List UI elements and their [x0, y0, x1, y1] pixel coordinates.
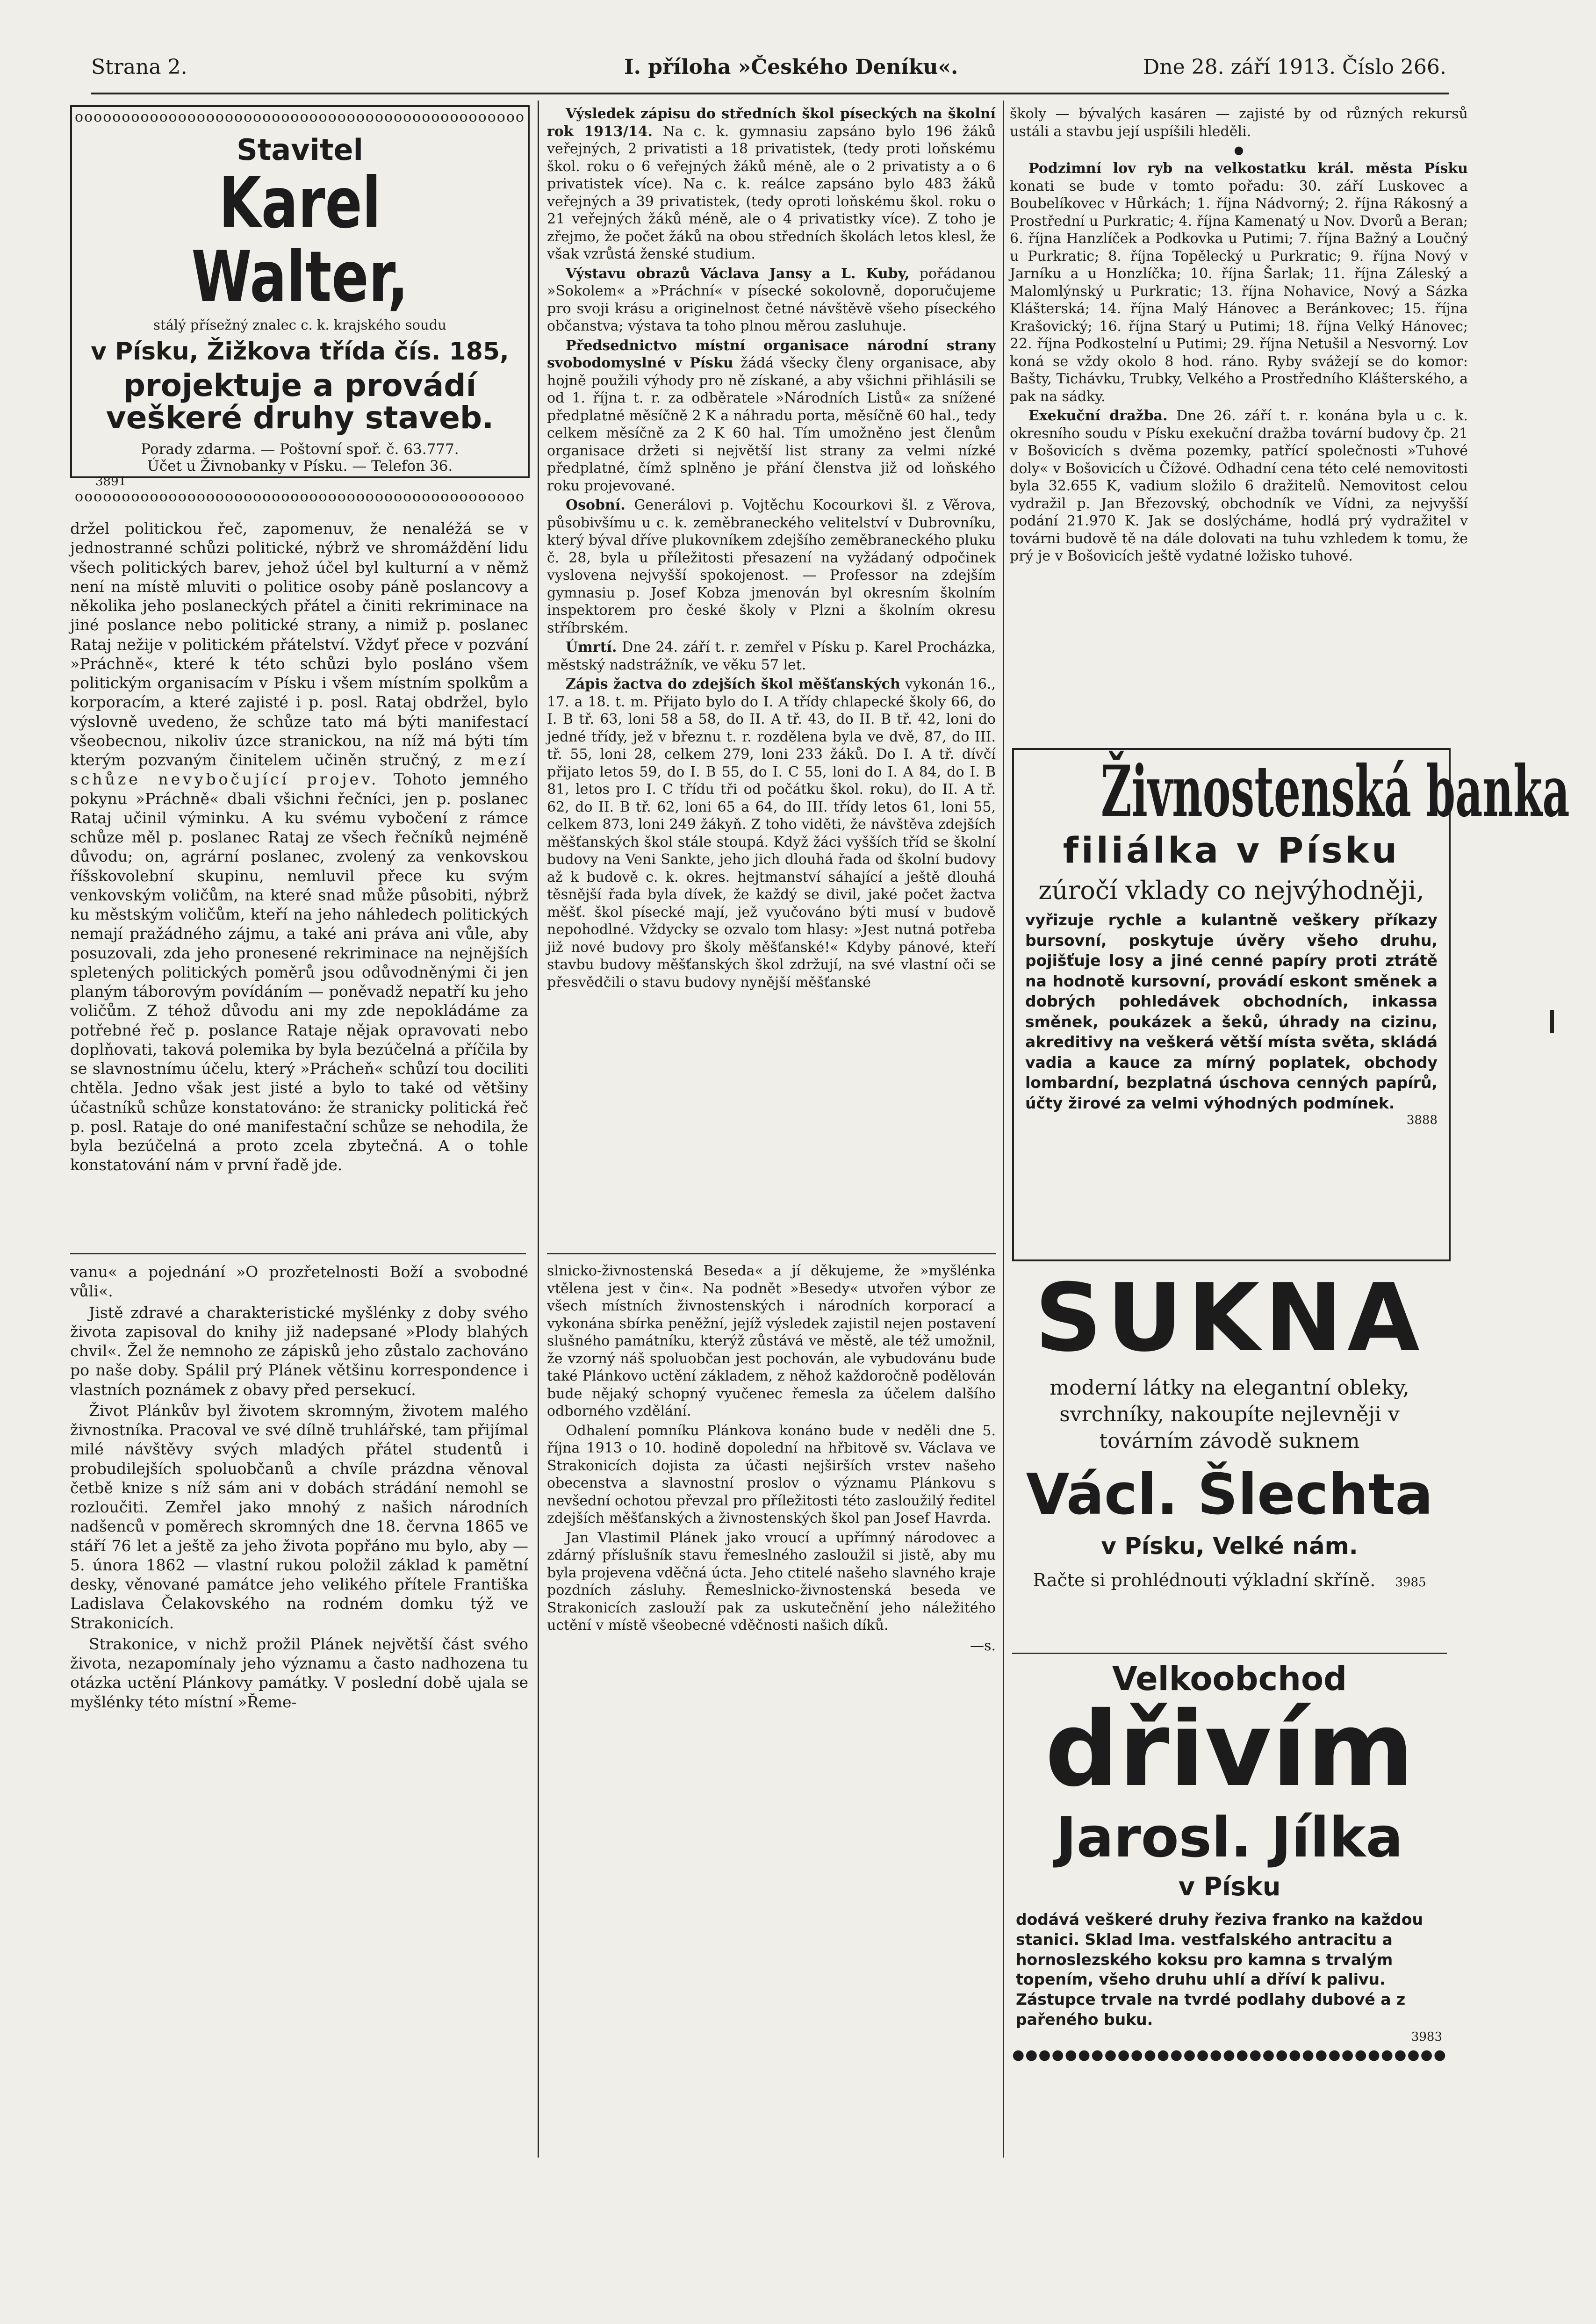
- column-1-rule: [70, 1253, 526, 1254]
- page-header: [91, 55, 1449, 88]
- ad-sukna: [1012, 1264, 1447, 1655]
- news-heading-lov-ryb: Podzimní lov ryb na velkostatku král. města Písku: [1028, 160, 1468, 177]
- planek-text-5: slnicko-živnostenská Beseda« a jí děkujeme, že »myšlénka vtělena jest v čin«. Na podnět »Besedy« utvořen výbor ze všech místních živnostenských i národních korporací a vykonána sbírka peněžní, jejíž výsledek zajistil nejen postavení slušného památníku, kterýž zůstává ve městě, ale též umožnil, že vzorný náš spoluobčan jest pochován, ale vybudovánu bude také Plánkovo uctění základem, z něhož každoročně podělován bude nějaký schopný vyučenec řemesla za účelem dalšího odborného vzdělání.: [547, 1263, 996, 1419]
- article-text-spaced: z mezí schůze nevybočující projev.: [70, 751, 528, 789]
- news-heading-zapis-mestanske: Zápis žactva do zdejších škol měšťanských: [566, 676, 900, 692]
- ad-zivnostenska-banka: [1012, 748, 1570, 1261]
- news-heading-umrti: Úmrtí.: [566, 639, 617, 655]
- ad-walter-slogan-2: veškeré druhy staveb.: [106, 400, 494, 436]
- news-text-vystava: pořádanou »Sokolem« a »Práchní« v písecké sokolovně, doporučujeme pro svoji krásu a originelnost četné návštěvě všeho píseckého občanstva; výstava ta toho plnou měrou zasluhuje.: [547, 265, 996, 334]
- issue-date: Dne 28. září 1913. Číslo 266.: [1143, 55, 1446, 79]
- ad-bank-branch: filiálka v Písku: [1063, 829, 1400, 871]
- supplement-title: I. příloha »Českého Deníku«.: [624, 55, 958, 79]
- news-heading-vystava: Výstavu obrazů Václava Jansy a L. Kuby,: [566, 265, 910, 282]
- ornament-balls: ●●●●●●●●●●●●●●●●●●●●●●●●●●●●●●●●●: [1012, 2047, 1447, 2064]
- ad-walter-address: v Písku, Žižkova třída čís. 185,: [91, 338, 509, 366]
- margin-mark: [1550, 1010, 1554, 1033]
- ad-walter-title: stálý přísežný znalec c. k. krajského soudu: [153, 317, 446, 333]
- ad-drivi-body: dodává veškeré druhy řeziva franko na každou stanici. Sklad lma. vestfalského antracitu a hornoslezského koksu pro kamna s trvalým topením, všeho druhu uhlí a dříví k palivu. Zástupce trvale na tvrdé podlahy dubové a z pařeného buku.: [1016, 1910, 1423, 2029]
- ad-sukna-title: SUKNA: [1035, 1264, 1424, 1373]
- ad-drivi-jilek: [1012, 1660, 1447, 2165]
- news-text-organisace: žádá všecky členy organisace, aby hojně použili výhody pro ně získané, a aby všichni přihlásili se od 1. října t. r. za odběratele »Národních Listů« za snížené předplatné měsíčně 2 K a náhradu porta, měsíčně 60 hal., tedy celkem měsíčně za 2 K 60 hal. Tím umožněno jest členům organisace držeti si největší list strany za velmi nízké předplatné, čímž splněno je přání členstva již od loňského roku projevované.: [547, 355, 996, 494]
- ornament-border-bottom: oooooooooooooooooooooooooooooooooooooooooooooooo: [75, 488, 525, 505]
- ad-drivi-number: 3983: [1411, 2030, 1442, 2044]
- ad-sukna-invite: Račte si prohlédnouti výkladní skříně.: [1033, 1569, 1376, 1590]
- column-1-upper: [70, 519, 528, 1177]
- news-heading-drazba: Exekuční dražba.: [1028, 408, 1168, 424]
- ad-bank-slogan: zúročí vklady co nejvýhodněji,: [1038, 876, 1424, 905]
- ad-walter-info-2: Účet u Živnobanky v Písku. — Telefon 36.: [147, 457, 453, 475]
- ornament-border-top: oooooooooooooooooooooooooooooooooooooooooooooooo: [75, 109, 525, 125]
- column-divider-1: [538, 101, 539, 2158]
- column-2-rule: [547, 1253, 996, 1254]
- news-heading-osobni: Osobní.: [566, 497, 625, 513]
- ad-drivi-title: dřivím: [1045, 1690, 1414, 1809]
- planek-text-6: Odhalení pomníku Plánkova konáno bude v neděli dne 5. října 1913 o 10. hodině dopolední na hřbitově sv. Václava ve Strakonicích dojista za účasti nejširších vrstev našeho obecenstva a slavnostní proslov o významu Plánkovu s nevšední ochotou převzal pro příležitosti této zasloužilý ředitel zdejších měšťanských a živnostenských škol pan Josef Havrda.: [547, 1422, 996, 1526]
- bullet-separator: ●: [1234, 144, 1244, 157]
- ad-bank-body: vyřizuje rychle a kulantně veškery příkazy bursovní, poskytuje úvěry všeho druhu, pojišťuje losy a jiné cenné papíry proti ztrátě na hodnotě kursovní, provádí eskont směnek a dobrých pohledávek obchodních, inkassa směnek, poukázek a šeků, úhrady na cizinu, akreditivy na veškerá větší místa světa, skládá vadia a kauce za mírný poplatek, obchody lombardní, bezplatná úschova cenných papírů, účty žirové za velmi výhodných podmínek.: [1025, 911, 1438, 1112]
- ad-sukna-address: v Písku, Velké nám.: [1101, 1532, 1358, 1560]
- ad-walter-heading: Stavitel: [237, 133, 363, 167]
- news-text-skoly: školy — bývalých kasáren — zajisté by od různých rekursů ustáli a stavbu její uspíšili hleděli.: [1010, 106, 1468, 140]
- news-text-umrti: Dne 24. září t. r. zemřel v Písku p. Karel Procházka, městský nadstrážník, ve věku 57 let.: [547, 639, 996, 673]
- news-text-osobni: Generálovi p. Vojtěchu Kocourkovi šl. z Věrova, působivšímu u c. k. zeměbraneckého velitelství v Dubrovníku, který býval dříve plukovníkem zdejšího zeměbraneckého pluku č. 28, byla u příležitosti přesazení na vyžádaný odpočinek vyslovena nejvyšší spokojenost. — Professor na zdejším gymnasiu p. Josef Kobza jmenován byl okresním školním inspektorem pro české školy v Plzni a školním okresu stříbrském.: [547, 497, 996, 636]
- column-2-lower: [547, 1262, 996, 1655]
- article-text-2: Tohoto jemného pokynu »Práchně« dbali všichni řečníci, jen p. poslanec Rataj učinil výminku. A ku svému vybočení z rámce schůze měl p. poslanec Rataj ze všech řečníků nejméně důvodu; on, agrární poslanec, zvolený za venkovskou říšskovolební skupinu, nemluvil přece ku svým venkovským voličům, na které snad může působiti, nýbrž ku městským voličům, kteří na jeho náhledech politických nemají pražádného zájmu, a také ani práva ani vůle, aby posuzovali, zda jeho pronesené rekriminace na nejnějších spletených politických poměrů jsou odůvodněnými či jen planým táborovým povídáním — poněvadž nepatří ku jeho voličům. Z téhož důvodu ani my zde nepokládáme za potřebné řeč p. poslance Rataje nějak opravovati nebo doplňovati, taková polemika by byla bezúčelná a příčila by se slavnostnímu účelu, který »Prácheň« schůzí tou dociliti chtěla. Jedno však jest jisté a bylo to také od většiny účastníků schůze konstatováno: že stranicky politická řeč p. posl. Rataje do oné manifestační schůze se nehodila, že byla bezúčelná a proto zcela zbytečná. A o tohle konstatování nám v první řadě jde.: [70, 770, 529, 1174]
- ad-drivi-name: Jarosl. Jílka: [1056, 1805, 1403, 1870]
- news-text-zapis-mestanske: vykonán 16., 17. a 18. t. m. Přijato bylo do I. A třídy chlapecké školy 66, do I. B tř. 63, loni 58 a 58, do II. A tř. 43, do II. B tř. 42, loni do jedné třídy, jež v březnu t. r. rozdělena byla ve dvě, 87, do III. tř. 55, loni 28, celkem 279, loni 233 žáků. Do I. A tř. dívčí přijato letos 59, do I. B 55, do I. C 55, loni do I. A 84, do I. B 81, letos pro I. C třídu tři od počátku škol. roku), do II. A tř. 62, do II. B tř. 62, loni 65 a 64, do III. třídy letos 61, loni 55, celkem 873, loni 249 žákyň. Z toho viděti, že návštěva zdejších měšťanských škol stále stoupá. Když žáci vyšších tříd se školní budovy na Veni Sankte, jeho jich dlouhá řada od školní budovy až k budově c. k. okres. hejtmanství sáhající a ještě dlouhá těsnější řada byla dívek, že každý se divil, jaké počet žactva měšť. škol písecké mají, jež vyučováno býti musí v budově nepohodlné. Vždycky se ozvalo tom hlasy: »Jest nutná potřeba již nové budovy pro školy měšťanské!« Kdyby pánové, kteří stavbu budovy měšťanských škol zdržují, na své vlastní oči se přesvědčili o stavu budovy nynější měšťanské: [547, 676, 996, 991]
- column-divider-2: [1003, 101, 1004, 2158]
- planek-text-3: Život Plánkův byl životem skromným, životem malého živnostníka. Pracoval ve své dílně truhlářské, tam přijímal milé návštěvy svých mladých přátel studentů i probudilejších spoluobčanů a chvíle prázdna věnoval četbě knize s níž sám ani v dobách strádání nemohl se rozloučiti. Zemřel jako mnohý z našich národních nadšenců v poměrech skromných dne 18. června 1865 ve stáří 76 let a ještě za jeho života popřáno mu bylo, aby — 5. února 1862 — vlastní rukou položil základ k pamětní desky, věnované památce jeho velikého přítele Františka Ladislava Čelakovského na rodném domku týž ve Strakonicích.: [70, 1401, 528, 1632]
- ad-karel-walter: [70, 105, 530, 505]
- column-1-lower: [70, 1262, 528, 1713]
- ad-walter-name: Karel Walter,: [191, 163, 409, 318]
- sukna-rule: [1012, 1653, 1447, 1654]
- ad-walter-slogan-1: projektuje a provádí: [123, 367, 477, 403]
- ad-sukna-footer: [1012, 1570, 1447, 1590]
- article-continuation: [70, 519, 528, 1175]
- ad-walter-number: 3891: [95, 474, 127, 489]
- news-heading-zapis: Výsledek zápisu do středních škol píseckých na školní rok 1913/14.: [547, 106, 996, 140]
- ad-walter-info-1: Porady zdarma. — Poštovní spoř. č. 63.777.: [141, 440, 459, 458]
- planek-text-4: Strakonice, v nichž prožil Plánek největší část svého života, nezapomínaly jeho významu a často nadhozena tu otázka uctění Plánkovy památky. V poslední době ujala se myšlénky této místní »Řeme-: [70, 1634, 528, 1711]
- planek-text-2: Jistě zdravé a charakteristické myšlénky z doby svého života zapisoval do knihy již nadepsané »Plody blahých chvil«. Žel že nemnoho ze zápisků jeho zůstalo zachováno po naše doby. Spálil prý Plánek většinu korrespondence i vlastních poznámek z obavy před persekucí.: [70, 1303, 528, 1399]
- ad-bank-number: 3888: [1406, 1113, 1438, 1128]
- ad-drivi-heading: Velkoobchod: [1112, 1660, 1347, 1698]
- ad-sukna-text: moderní látky na elegantní obleky, svrchníky, nakoupíte nejlevněji v továrním závodě suknem: [1050, 1376, 1409, 1453]
- news-heading-organisace: Předsednictvo místní organisace národní strany svobodomyslné v Písku: [547, 337, 996, 371]
- column-2-upper: [547, 105, 996, 993]
- ad-sukna-name: Václ. Šlechta: [1026, 1462, 1433, 1527]
- planek-text-7: Jan Vlastimil Plánek jako vroucí a upřímný národovec a zdárný příslušník stavu řemeslného zasloužil si jistě, aby mu byla projevena vděčná úcta. Jeho ctitelé našeho slavného kraje pozdních zásluhy. Řemeslnicko-živnostenská beseda ve Strakonicích zaslouží pak za uskutečnění jeho náležitého uctění v místě všeobecné vděčnosti našich díků.: [547, 1529, 996, 1633]
- ad-sukna-number: 3985: [1395, 1575, 1426, 1590]
- page-number: Strana 2.: [91, 55, 187, 79]
- article-signature: —s.: [970, 1637, 996, 1654]
- news-text-lov-ryb: konati se bude v tomto pořadu: 30. září Luskovec a Boubelíkovec v Hůrkách; 1. října Nádvorný; 2. října Rákosný a Prostřední u Purkratic; 4. října Kamenatý u Nov. Dvorů a Beran; 6. října Hanzlíček a Podkovka u Putimi; 7. října Bažný a Loučný u Purkratic; 8. října Topělecký u Purkratic; 9. října Nový v Jarníku a u Honzlíčka; 10. října Šarlak; 11. října Záleský a Malomlýnský u Purkratic; 13. října Nohavice, Nový a Sázka Klášterská; 14. října Malý Hánovec a Beránkovec; 15. října Krašovický; 16. října Starý u Putimi; 18. října Velký Hánovec; 22. října Podkostelní u Putimi; 29. října Netušil a Nesvorný. Lov koná se vždy okolo 8 hod. ráno. Ryby svážejí se do komor: Bašty, Tichávku, Trubky, Velkého a Prostředního Klášterského, a pak na sádky.: [1010, 178, 1468, 405]
- header-rule: [91, 93, 1449, 94]
- ad-bank-name: Živnostenská banka: [1101, 750, 1570, 833]
- news-text-drazba: Dne 26. září t. r. konána byla u c. k. okresního soudu v Písku exekuční dražba tovární budovy čp. 21 v Bošovicích s dvěma pozemky, patřící společnosti »Tuhové doly« v Bošovicích u Čížové. Odhadní cena této celé nemovitosti byla 32.655 K, vadium složilo 6 dražitelů. Nemovitost celou vydražil p. Jan Březovský, obchodník ve Vídni, za nejvyšší podání 21.970 K. Jak se doslýcháme, hodlá prý vydražitel v továrni budově tě na dále dolovati na tuhu vzhledem k tomu, že prý je v Bošovicích ještě vydatné ložisko tuhové.: [1010, 408, 1468, 564]
- column-3-news: [1010, 105, 1468, 567]
- planek-text-1: vanu« a pojednání »O prozřetelnosti Boží a svobodné vůli«.: [70, 1263, 528, 1301]
- article-text-1: držel politickou řeč, zapomenuv, že nenaléžá se v jednostranné schůzi politické, nýbrž ve shromáždění lidu všech politických barev, jehož účel byl kulturní a v němž není na místě mluviti o politice osoby páně poslancovy a několika jeho poslaneckých přátel a činiti rekriminace na jiné poslance nebo politické strany, a nimiž p. poslanec Rataj nežije v politickém přátelství. Vždyť přece v pozvání »Práchně«, které k této schůzi bylo posláno všem politickým organisacím v Písku i všem místním spolkům a korporacím, a které zajisté i p. posl. Rataj obdržel, bylo výslovně uvedeno, že schůze tato má býti manifestací všeobecnou, nikoliv úzce stranickou, na níž má býti tím kterým pozvaným činitelem učiněn stručný,: [70, 519, 528, 769]
- news-text-zapis: Na c. k. gymnasiu zapsáno bylo 196 žáků veřejných, 2 privatisti a 18 privatistek, (tedy proti loňskému škol. roku o 6 veřejných žáků méně, ale o 2 privatisty a o 6 privatistek více). Na c. k. reálce zapsáno bylo 483 žáků veřejných a 39 privatistek, (tedy oproti loňskému škol. roku o 21 veřejných žáků méně, ale o 4 privatistky více). Z toho je zřejmo, že počet žáků na obou středních školách letos klesl, že však vzrůstá ženské studium.: [547, 123, 996, 262]
- ad-drivi-place: v Písku: [1178, 1871, 1281, 1901]
